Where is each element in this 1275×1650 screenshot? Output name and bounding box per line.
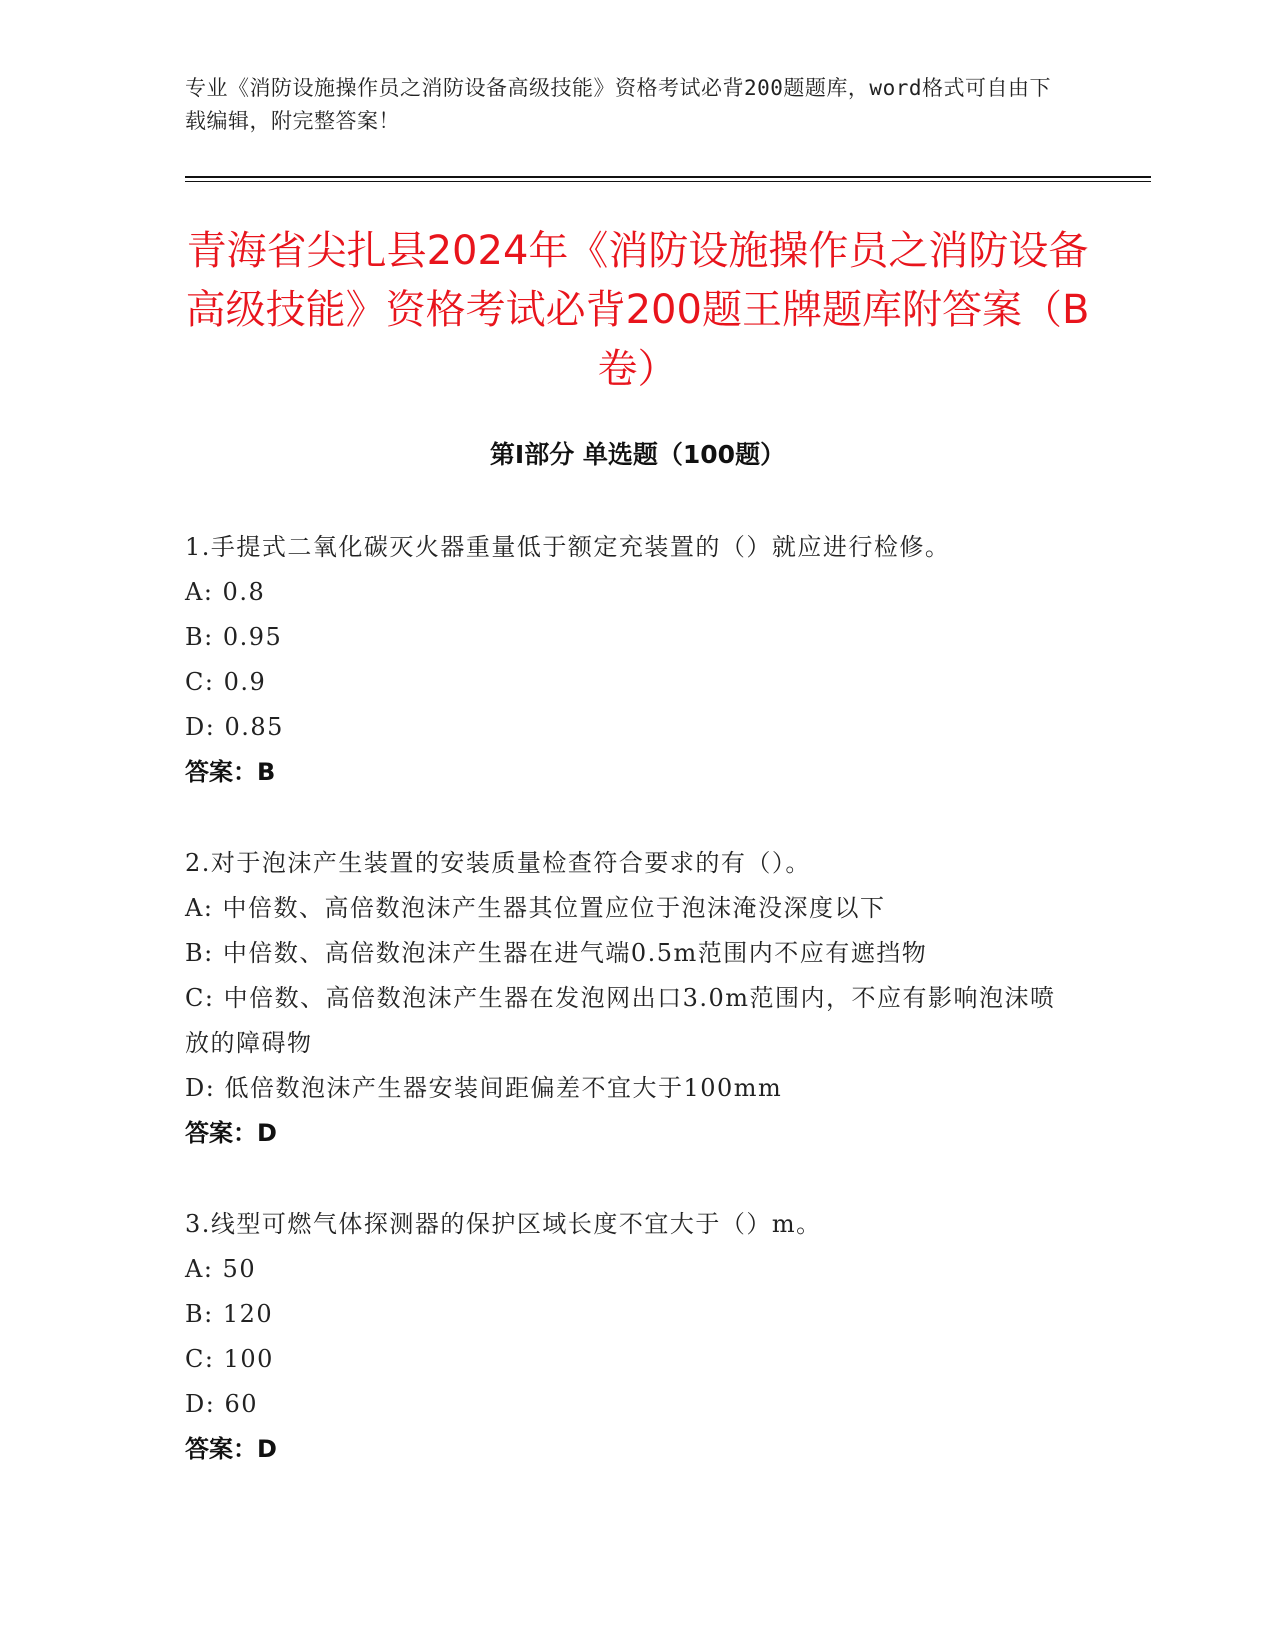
option-c: C: 中倍数、高倍数泡沫产生器在发泡网出口3.0m范围内，不应有影响泡沫喷放的障碍物 [185,984,1056,1057]
question-stem: 3.线型可燃气体探测器的保护区域长度不宜大于（）m。 [185,1210,822,1238]
option-b: B: 120 [185,1300,274,1328]
option-d: D: 0.85 [185,713,284,741]
question-list [185,525,1065,1518]
question-2 [185,841,1065,1156]
document-title: 青海省尖扎县2024年《消防设施操作员之消防设备高级技能》资格考试必背200题王牌题库附答案（B卷） [185,228,1090,392]
option-c: C: 100 [185,1345,274,1373]
header-divider-thin [185,181,1151,182]
answer: 答案：D [185,1435,277,1463]
option-a: A: 0.8 [185,578,266,606]
header-divider-thick [185,176,1151,178]
header-note: 专业《消防设施操作员之消防设备高级技能》资格考试必背200题题库，word格式可自由下载编辑，附完整答案！ [185,76,1051,133]
option-c: C: 0.9 [185,668,267,696]
question-1 [185,525,1065,795]
option-b: B: 中倍数、高倍数泡沫产生器在进气端0.5m范围内不应有遮挡物 [185,939,928,967]
answer: 答案：B [185,758,276,786]
option-d: D: 60 [185,1390,258,1418]
section-heading: 第I部分 单选题（100题） [489,440,786,469]
question-stem: 1.手提式二氧化碳灭火器重量低于额定充装置的（）就应进行检修。 [185,533,951,561]
option-a: A: 中倍数、高倍数泡沫产生器其位置应位于泡沫淹没深度以下 [185,894,886,922]
question-stem: 2.对于泡沫产生装置的安装质量检查符合要求的有（）。 [185,849,811,877]
option-b: B: 0.95 [185,623,283,651]
option-a: A: 50 [185,1255,257,1283]
option-d: D: 低倍数泡沫产生器安装间距偏差不宜大于100mm [185,1074,783,1102]
answer: 答案：D [185,1119,277,1147]
question-3 [185,1202,1065,1472]
